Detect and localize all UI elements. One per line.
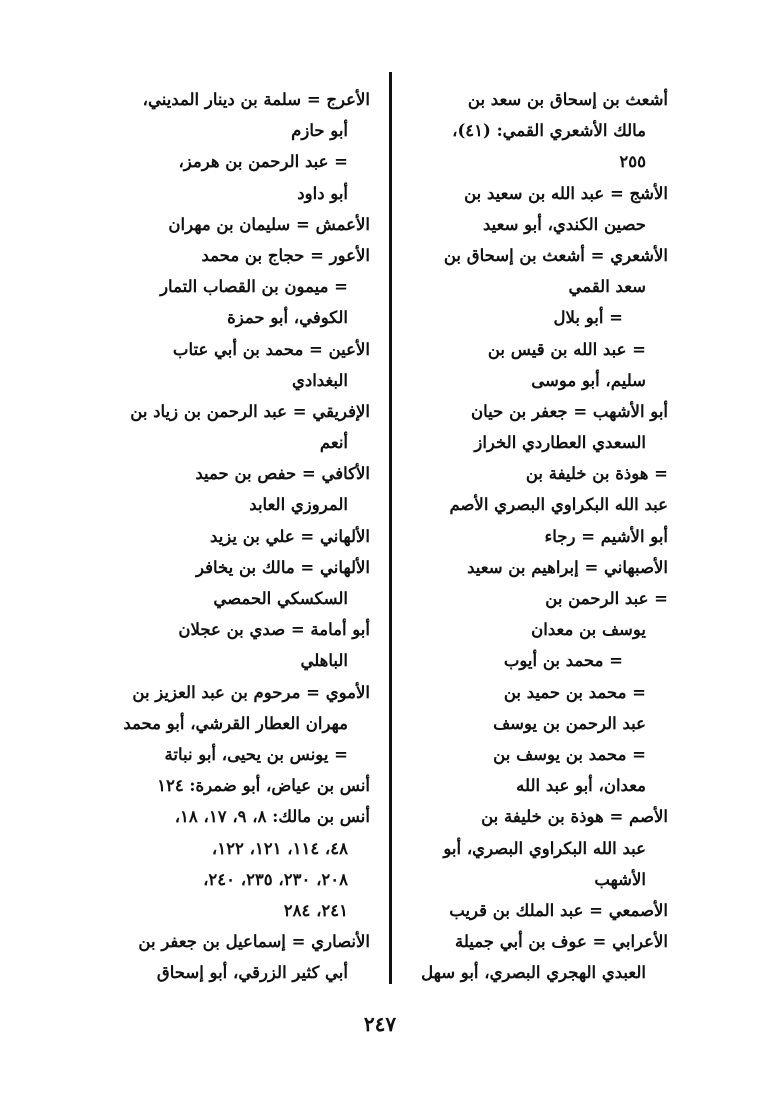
index-line: الأشهب (594, 869, 646, 889)
index-column-left (108, 84, 370, 988)
index-line: البغدادي (291, 370, 348, 390)
index-line: = عبد الرحمن بن (545, 589, 668, 608)
index-line: أبي كثير الزرقي، أبو إسحاق (156, 963, 348, 983)
index-line: أبو داود (297, 183, 348, 203)
index-line: أشعث بن إسحاق بن سعد بن (467, 90, 668, 109)
index-line: الألهاني = مالك بن يخافر (195, 557, 370, 577)
index-line: = ميمون بن القصاب التمار (160, 277, 348, 297)
index-column-right (405, 84, 668, 988)
index-line: ٢٠٨، ٢٣٠، ٢٣٥، ٢٤٠، (203, 869, 348, 889)
index-line: أنعم (319, 433, 348, 453)
index-line: الألهاني = علي بن يزيد (210, 526, 370, 546)
index-line: السكسكي الحمصي (213, 589, 348, 608)
index-line: الأعين = محمد بن أبي عتاب (172, 339, 370, 359)
index-line: = عبد الرحمن بن هرمز، (178, 152, 348, 172)
index-line: مالك الأشعري القمي: (٤١)، (452, 121, 646, 141)
index-line: = هوذة بن خليفة بن (525, 464, 668, 484)
index-line: = محمد بن أيوب (503, 651, 623, 671)
index-line: عبد الله البكراوي البصري، أبو (443, 838, 646, 858)
index-line: الباهلي (300, 651, 348, 671)
index-line: سليم، أبو موسى (531, 370, 646, 390)
index-line: الأصم = هوذة بن خليفة بن (481, 807, 668, 827)
index-line: الأعور = حجاج بن محمد (201, 245, 370, 265)
index-line: الإفريقي = عبد الرحمن بن زياد بن (130, 401, 370, 421)
index-line: الأشج = عبد الله بن سعيد بن (464, 183, 668, 203)
index-line: ٤٨، ١١٤، ١٢١، ١٢٢، (211, 838, 348, 858)
index-line: سعد القمي (568, 277, 646, 297)
index-line: أبو أمامة = صدي بن عجلان (178, 620, 370, 640)
index-line: الأصبهاني = إبراهيم بن سعيد (467, 557, 668, 577)
index-line: معدان، أبو عبد الله (516, 776, 646, 796)
index-line: الأعرابي = عوف بن أبي جميلة (454, 932, 668, 952)
index-line: أنس بن عياض، أبو ضمرة: ١٢٤ (157, 776, 370, 796)
index-line: الأموي = مرحوم بن عبد العزيز بن (132, 682, 370, 702)
column-divider (389, 72, 392, 984)
index-line: الأنصاري = إسماعيل بن جعفر بن (138, 932, 370, 952)
index-line: يوسف بن معدان (531, 620, 646, 640)
index-line: الأكافي = حفص بن حميد (195, 464, 370, 484)
index-line: = محمد بن حميد بن (503, 682, 646, 702)
index-line: ٢٥٥ (619, 152, 646, 172)
index-line: عبد الرحمن بن يوسف (493, 713, 646, 733)
index-line: = أبو بلال (553, 308, 623, 328)
index-line: حصين الكندي، أبو سعيد (482, 214, 646, 234)
index-line: الأعرج = سلمة بن دينار المديني، (142, 90, 370, 109)
index-line: الأشعري = أشعث بن إسحاق بن (443, 245, 668, 265)
index-line: المروزي العابد (249, 495, 348, 515)
index-line: عبد الله البكراوي البصري الأصم (449, 495, 668, 515)
index-line: الكوفي، أبو حمزة (227, 308, 348, 328)
index-line: مهران العطار القرشي، أبو محمد (123, 713, 348, 733)
index-line: أبو الأشهب = جعفر بن حيان (471, 401, 668, 421)
index-line: = عبد الله بن قيس بن (487, 339, 646, 359)
index-line: العبدي الهجري البصري، أبو سهل (421, 963, 646, 983)
index-line: السعدي العطاردي الخراز (474, 433, 646, 453)
index-line: الأصمعي = عبد الملك بن قريب (449, 900, 668, 920)
page-number: ٢٤٧ (363, 1012, 397, 1036)
index-line: = يونس بن يحيى، أبو نباتة (164, 744, 348, 764)
index-line: أنس بن مالك: ٨، ٩، ١٧، ١٨، (174, 807, 370, 827)
index-line: = محمد بن يوسف بن (493, 744, 646, 764)
index-line: الأعمش = سليمان بن مهران (168, 214, 370, 234)
index-line: أبو حازم (291, 121, 348, 141)
index-line: ٢٤١، ٢٨٤ (283, 900, 348, 920)
index-line: أبو الأشيم = رجاء (544, 526, 668, 546)
